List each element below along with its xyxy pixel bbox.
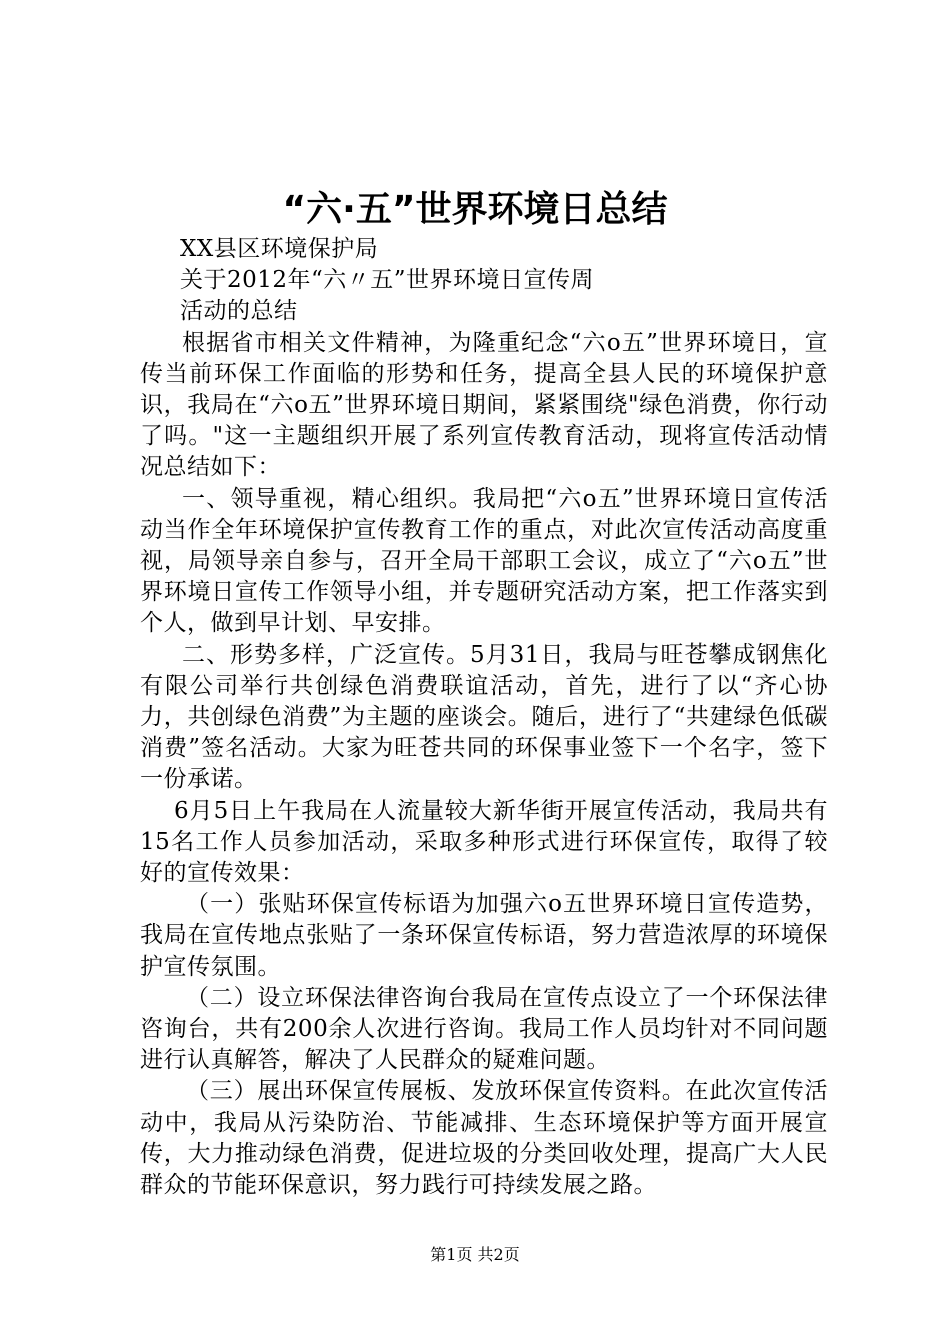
document-body bbox=[140, 234, 828, 1201]
paragraph-section-1: 一、领导重视，精心组织。我局把“六ο五”世界环境日宣传活动当作全年环境保护宣传教育工作的重点，对此次宣传活动高度重视，局领导亲自参与，召开全局干部职工会议，成立了“六ο五”世界环境日宣传工作领导小组，并专题研究活动方案，把工作落实到个人，做到早计划、早安排。 bbox=[140, 485, 828, 637]
paragraph-item-2: （二）设立环保法律咨询台我局在宣传点设立了一个环保法律咨询台，共有200余人次进行咨询。我局工作人员均针对不同问题进行认真解答，解决了人民群众的疑难问题。 bbox=[140, 984, 828, 1074]
paragraph-june-5: 6月5日上午我局在人流量较大新华街开展宣传活动，我局共有15名工作人员参加活动，采取多种形式进行环保宣传，取得了较好的宣传效果： bbox=[140, 797, 828, 887]
header-line-agency: XX县区环境保护局 bbox=[180, 236, 379, 262]
header-line-subject: 关于2012年“六〃五”世界环境日宣传周 bbox=[180, 267, 595, 294]
paragraph-item-1: （一）张贴环保宣传标语为加强六ο五世界环境日宣传造势，我局在宣传地点张贴了一条环保宣传标语，努力营造浓厚的环境保护宣传氛围。 bbox=[140, 891, 828, 980]
page-footer: 第1页 共2页 bbox=[430, 1245, 520, 1264]
header-line-subject-cont: 活动的总结 bbox=[180, 298, 298, 325]
document-title: “六·五”世界环境日总结 bbox=[282, 189, 668, 230]
paragraph-intro: 根据省市相关文件精神，为隆重纪念“六ο五”世界环境日，宣传当前环保工作面临的形势和任务，提高全县人民的环境保护意识，我局在“六ο五”世界环境日期间，紧紧围绕"绿色消费，你行动了吗。"这一主题组织开展了系列宣传教育活动，现将宣传活动情况总结如下： bbox=[140, 329, 828, 481]
paragraph-item-3: （三）展出环保宣传展板、发放环保宣传资料。在此次宣传活动中，我局从污染防治、节能减排、生态环境保护等方面开展宣传，大力推动绿色消费，促进垃圾的分类回收处理，提高广大人民群众的节能环保意识，努力践行可持续发展之路。 bbox=[140, 1078, 828, 1199]
paragraph-section-2: 二、形势多样，广泛宣传。5月31日，我局与旺苍攀成钢焦化有限公司举行共创绿色消费联谊活动，首先，进行了以“齐心协力，共创绿色消费”为主题的座谈会。随后，进行了“共建绿色低碳消费”签名活动。大家为旺苍共同的环保事业签下一个名字，签下一份承诺。 bbox=[140, 641, 828, 793]
